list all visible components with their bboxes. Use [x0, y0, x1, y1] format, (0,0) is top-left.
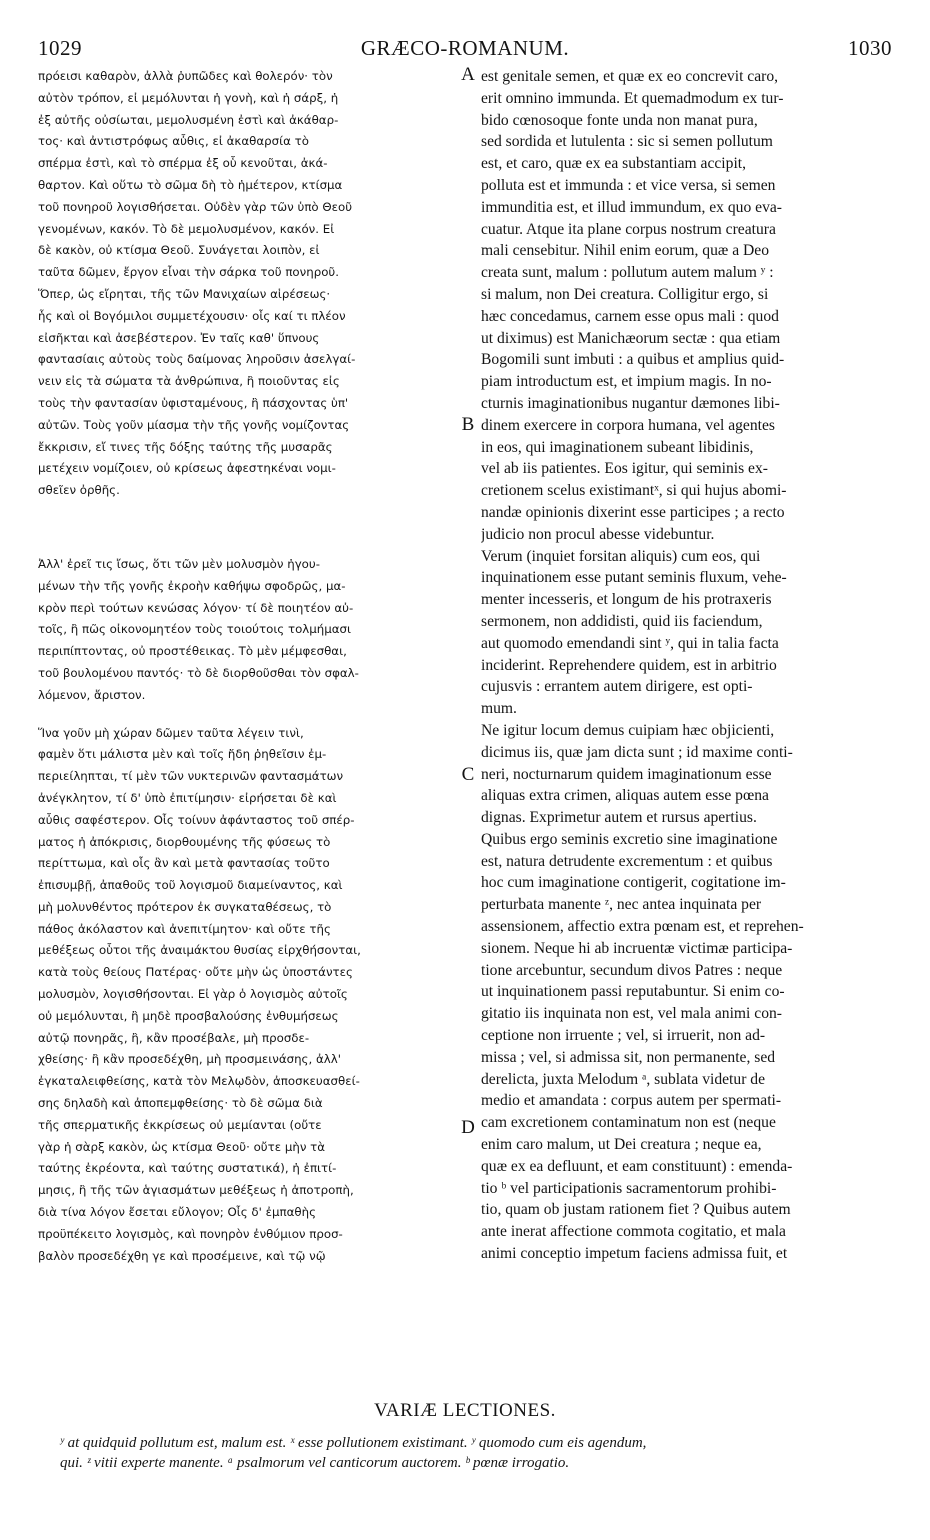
greek-text-line: Ἵνα γοῦν μὴ χώραν δῶμεν ταῦτα λέγειν τινὶ, [38, 725, 304, 740]
latin-text-line: Bogomili sunt imbuti : a quibus et amplius quid- [481, 351, 785, 369]
greek-text-line: ἐπισυμβῇ, ἀπαθοῦς τοῦ λογισμοῦ διαμείναντος, καὶ [38, 878, 343, 893]
greek-text-line: σης δηλαδὴ καὶ ἀποπεμφθείσης· τὸ δὲ σῶμα διὰ [38, 1096, 323, 1111]
latin-paragraph-1 [481, 66, 893, 720]
latin-text-line: assensionem, affectio extra pœnam est, et reprehen- [481, 918, 804, 936]
page-number-left: 1029 [38, 36, 82, 60]
greek-text-line: Ὅπερ, ὡς εἴρηται, τῆς τῶν Μανιχαίων αἱρέσεως· [38, 286, 331, 301]
greek-text-line: ἧς καὶ οἱ Βογόμιλοι συμμετέχουσιν· οἷς καί τι πλέον [38, 308, 346, 323]
latin-column [481, 66, 893, 1265]
latin-text-line: piam introductum est, et impium magis. In no- [481, 373, 772, 391]
greek-text-line: φαντασίαις αὐτοὺς τοὺς δαίμονας ληροῦσιν ἀσελγαί- [38, 352, 356, 367]
paragraph-gap [38, 502, 456, 528]
latin-text-line: tio, quam ob justam rationem fiet ? Quibus autem [481, 1201, 791, 1219]
greek-text-line: κατὰ τοὺς θείους Πατέρας· οὔτε μὴν ὡς ὑποστάντες [38, 965, 353, 980]
greek-text-line: πρόεισι καθαρὸν, ἀλλὰ ῥυπῶδες καὶ θολερόν· τὸν [38, 69, 333, 83]
latin-text-line: inciderint. Reprehendere quidem, est in arbitrio [481, 656, 777, 674]
greek-text-line: γὰρ ἡ σὰρξ κακὸν, ὡς κτίσμα Θεοῦ· οὔτε μὴν τὰ [38, 1139, 326, 1154]
latin-text-line: menter incesseris, et longum de his protraxeris [481, 591, 772, 609]
greek-text-line: ταύτης ἐκρέοντα, καὶ ταύτης συστατικά), ἡ ἐπιτί- [38, 1161, 337, 1176]
greek-text-line: ταῦτα δῶμεν, ἔργον εἶναι τὴν σάρκα τοῦ πονηροῦ. [38, 265, 339, 280]
latin-text-line: mum. [481, 700, 517, 718]
latin-text-line: bido cœnosoque fonte unda non manat pura, [481, 111, 758, 129]
latin-text-line: judicio non procul abesse videbuntur. [481, 525, 715, 543]
latin-text-line: in eos, qui imaginationem subeant libidinis, [481, 438, 754, 456]
margin-letter-c: C [461, 764, 475, 785]
latin-text-line: aliquas extra crimen, aliquas autem esse pœna [481, 787, 769, 805]
greek-text-line: ἐγκαταλειφθείσης, κατὰ τὸν Μελῳδὸν, ἀποσκευασθεί- [38, 1074, 360, 1089]
latin-text-line: perturbata manente ᶻ, nec antea inquinata per [481, 896, 762, 914]
latin-text-line: neri, nocturnarum quidem imaginationum esse [481, 765, 772, 783]
latin-text-line: est, et caro, quæ ex ea substantiam accipit, [481, 155, 747, 173]
latin-text-line: aut quomodo emendandi sint ʸ, qui in talia facta [481, 634, 779, 652]
greek-text-line: Ἀλλ' ἐρεῖ τις ἴσως, ὅτι τῶν μὲν μολυσμὸν ἡγου- [38, 556, 320, 571]
latin-text-line: nandæ opinionis dixerint esse participes ; a recto [481, 503, 785, 521]
latin-text-line: sed sordida et lutulenta : sic si semen pollutum [481, 133, 773, 151]
latin-text-line: mali censebitur. Nihil enim eorum, quæ a Deo [481, 242, 769, 260]
latin-text-line: enim caro malum, ut Dei creatura ; neque ea, [481, 1136, 762, 1154]
latin-text-line: ut diximus) est Manichæorum sectæ : qua etiam [481, 329, 781, 347]
latin-text-line: dicimus iis, quæ jam dicta sunt ; id maxime conti- [481, 743, 793, 761]
paragraph-gap [38, 707, 456, 723]
greek-text-line: μησις, ἢ τῆς τῶν ἁγιασμάτων μεθέξεως ἡ ἀποτροπὴ, [38, 1183, 354, 1198]
greek-text-line: αὐτῷ πονηρᾶς, ἢ, κἂν προσέβαλε, μὴ προσδε- [38, 1030, 310, 1045]
greek-text-line: γενομένων, κακόν. Τὸ δὲ μεμολυσμένον, κακόν. Εἰ [38, 221, 335, 236]
greek-paragraph-2 [38, 554, 456, 707]
latin-text-line: creata sunt, malum : pollutum autem malum ʸ : [481, 264, 774, 282]
latin-text-line: ceptione non irruente ; vel, si irruerit, non ad- [481, 1027, 766, 1045]
latin-text-line: gitatio iis inquinata non est, vel mala animi con- [481, 1005, 782, 1023]
latin-text-line: est, natura detrudente excrementum : et quibus [481, 852, 773, 870]
latin-text-line: est genitale semen, et quæ ex eo concrevit caro, [481, 68, 779, 85]
greek-paragraph-1 [38, 66, 456, 502]
latin-text-line: sionem. Neque hi ab incruentæ victimæ participa- [481, 939, 793, 957]
latin-text-line: Ne igitur locum demus cuipiam hæc objicienti, [481, 721, 775, 739]
greek-text-line: μετέχειν νομίζοιεν, οὐ κρίσεως ἀφεστηκέναι νομι- [38, 461, 336, 476]
latin-text-line: ut inquinationem passi reputabuntur. Si enim co- [481, 983, 785, 1001]
greek-text-line: οὐ μεμόλυνται, ἢ μηδὲ προσβαλούσης ἐνθυμήσεως [38, 1008, 339, 1023]
latin-text-line: cturnis imaginationibus nugantur dæmones libi- [481, 394, 780, 412]
greek-text-line: προϋπέκειτο λογισμὸς, καὶ πονηρὸν ἐνθύμιον προσ- [38, 1226, 343, 1241]
paragraph-gap [38, 528, 456, 554]
latin-text-line: polluta est et immunda : et vice versa, si semen [481, 176, 776, 194]
greek-text-line: τοῖς, ἢ πῶς οἰκονομητέον τοὺς τοιούτοις τολμήμασι [38, 622, 352, 637]
latin-text-line: dignas. Exprimetur autem et rursus apertius. [481, 809, 757, 827]
greek-text-line: τοῦ πονηροῦ λογισθήσεται. Οὐδὲν γὰρ τῶν ὑπὸ Θεοῦ [38, 199, 353, 214]
greek-text-line: σπέρμα ἐστὶ, καὶ τὸ σπέρμα ἐξ οὗ κενοῦται, ἀκά- [38, 156, 328, 171]
greek-text-line: λόμενον, ἄριστον. [38, 687, 146, 702]
latin-text-line: quæ ex ea defluunt, et eam constituunt) : emenda- [481, 1157, 793, 1175]
greek-text-line: αὖθις σαφέστερον. Οἷς τοίνυν ἀφάνταστος τοῦ σπέρ- [38, 812, 355, 827]
latin-text-line: Quibus ergo seminis excretio sine imaginatione [481, 830, 778, 848]
latin-text-line: medio et amandata : corpus autem per spermati- [481, 1092, 782, 1110]
latin-text-line: sermonem, non addidisti, quid iis faciendum, [481, 612, 763, 630]
greek-text-line: τος· καὶ ἀντιστρόφως αὖθις, εἰ ἀκαθαρσία τὸ [38, 134, 309, 149]
latin-text-line: hoc cum imaginatione contigerit, cogitatione im- [481, 874, 786, 892]
latin-text-line: ante inerat affectione commota cogitatio, et mala [481, 1223, 786, 1241]
greek-text-line: πάθος ἀκόλαστον καὶ ἀνεπιτίμητον· καὶ οὔτε τῆς [38, 921, 331, 936]
greek-text-line: αὐτῶν. Τοὺς γοῦν μίασμα τὴν τῆς γονῆς νομίζοντας [38, 417, 350, 432]
latin-text-line: tione arcebuntur, secundum divos Patres : neque [481, 961, 783, 979]
greek-text-line: ματος ἡ ἀπόκρισις, διορθουμένης τῆς φύσεως τὸ [38, 834, 331, 849]
greek-text-line: τοῦ βουλομένου παντός· τὸ δὲ διορθοῦσθαι τὸν σφαλ- [38, 665, 359, 680]
running-header [38, 36, 892, 62]
latin-text-line: missa ; vel, si admissa sit, non permanente, sed [481, 1048, 776, 1066]
latin-text-line: erit omnino immunda. Et quemadmodum ex tur- [481, 89, 784, 107]
greek-text-line: σθεῖεν ὀρθῆς. [38, 483, 120, 498]
greek-text-line: περίττωμα, καὶ οἷς ἂν καὶ μετὰ φαντασίας τοῦτο [38, 856, 330, 871]
latin-text-line: tio ᵇ vel participationis sacramentorum prohibi- [481, 1179, 777, 1197]
greek-text-line: μένων τὴν τῆς γονῆς ἐκροὴν καθήψω σφοδρῶς, μα- [38, 578, 346, 593]
variae-lectiones-title: VARIÆ LECTIONES. [374, 1400, 556, 1421]
greek-text-line: μολυσμὸν, λογισθήσονται. Εἰ γὰρ ὁ λογισμὸς αὐτοῖς [38, 987, 348, 1002]
greek-text-line: ἀνέγκλητον, τί δ' ὑπὸ ἐπιτίμησιν· εἰρήσεται δὲ καὶ [38, 790, 337, 805]
latin-text-line: inquinationem esse putant seminis fluxum, vehe- [481, 569, 787, 587]
margin-letter-b: B [461, 414, 475, 435]
latin-text-line: immunditia est, et illud immundum, ex quo eva- [481, 198, 783, 216]
running-title: GRÆCO-ROMANUM. [360, 36, 570, 60]
latin-text-line: animi conceptio impetum faciens admissa fuit, et [481, 1245, 788, 1263]
latin-text-line: Verum (inquiet forsitan aliquis) cum eos, qui [481, 547, 761, 565]
greek-text-line: μεθέξεως οὗτοι τῆς ἀναιμάκτου θυσίας εἰρχθήσονται, [38, 943, 361, 958]
latin-text-line: hæc concedamus, carnem esse opus mali : quod [481, 307, 779, 325]
greek-text-line: κρὸν περὶ τούτων κενώσας λόγον· τί δὲ ποιητέον αὐ- [38, 600, 354, 615]
latin-paragraph-2 [481, 720, 893, 1265]
margin-letter-d: D [461, 1117, 475, 1138]
greek-text-line: αὐτὸν τρόπον, εἰ μεμόλυνται ἡ γονὴ, καὶ ἡ σάρξ, ἡ [38, 90, 339, 105]
greek-text-line: τοὺς τὴν φαντασίαν ὑφισταμένους, ἢ πάσχοντας ὑπ' [38, 395, 349, 410]
latin-text-line: cretionem scelus existimantˣ, si qui hujus abomi- [481, 482, 787, 500]
greek-text-line: περιείληπται, τί μὲν τῶν νυκτερινῶν φαντασμάτων [38, 769, 344, 784]
latin-text-line: derelicta, juxta Melodum ᵃ, sublata videtur de [481, 1070, 765, 1088]
greek-text-line: περιπίπτοντας, οὐ προστέθεικας. Τὸ μὲν μέμφεσθαι, [38, 644, 347, 659]
greek-column [38, 66, 456, 1267]
greek-text-line: δὲ κακὸν, οὐ κτίσμα Θεοῦ. Συνάγεται λοιπὸν, εἰ [38, 243, 320, 258]
greek-text-line: νειν εἰς τὰ σώματα τὰ ἀνθρώπινα, ἢ ποιοῦντας εἰς [38, 374, 340, 389]
latin-text-line: cam excretionem contaminatum non est (neque [481, 1114, 776, 1132]
page-number-right: 1030 [848, 36, 892, 60]
variae-lectiones-line-2: qui. ᶻ vitii experte manente. ᵃ psalmorum vel canticorum auctorem. ᵇ pœnæ irrogatio. [60, 1455, 570, 1471]
latin-text-line: si malum, non Dei creatura. Colligitur ergo, si [481, 285, 769, 303]
greek-text-line: μὴ μολυνθέντος πρότερον ἐκ συγκαταθέσεως, τὸ [38, 899, 332, 914]
greek-text-line: εἰσῆκται καὶ ἀσεβέστερον. Ἐν ταῖς καθ' ὕπνους [38, 330, 320, 345]
greek-text-line: τῆς σπερματικῆς ἐκκρίσεως οὐ μεμίανται (οὔτε [38, 1117, 322, 1132]
latin-text-line: cujusvis : errantem autem dirigere, est opti- [481, 678, 753, 696]
latin-text-line: dinem exercere in corpora humana, vel agentes [481, 416, 775, 434]
greek-text-line: ἔκκρισιν, εἴ τινες τῆς δόξης ταύτης τῆς μυσαρᾶς [38, 439, 333, 454]
greek-text-line: φαμὲν ὅτι μάλιστα μὲν καὶ τοῖς ἤδη ῥηθεῖσιν ἐμ- [38, 747, 327, 762]
latin-text-line: vel ab iis patientes. Eos igitur, qui seminis ex- [481, 460, 768, 478]
greek-text-line: χθείσης· ἢ κἂν προσεδέχθη, μὴ προσμεινάσης, ἀλλ' [38, 1052, 341, 1067]
greek-text-line: θαρτον. Καὶ οὕτω τὸ σῶμα δὴ τὸ ἡμέτερον, κτίσμα [38, 177, 343, 192]
greek-text-line: διὰ τίνα λόγον ἔσεται εὔλογον; Οἷς δ' ἐμπαθὴς [38, 1205, 316, 1220]
greek-text-line: ἐξ αὐτῆς οὐσίωται, μεμολυσμένη ἐστὶ καὶ ἀκάθαρ- [38, 112, 339, 127]
variae-lectiones-line-1: ʸ at quidquid pollutum est, malum est. ˣ esse pollutionem existimant. ʸ quomodo cum eis agendum, [60, 1435, 647, 1451]
margin-letter-a: A [461, 64, 475, 85]
greek-paragraph-3 [38, 723, 456, 1268]
latin-text-line: cuatur. Atque ita plane corpus nostrum creatura [481, 220, 776, 238]
greek-text-line: βαλὸν προσεδέχθη γε καὶ προσέμεινε, καὶ τῷ νῷ [38, 1248, 326, 1263]
